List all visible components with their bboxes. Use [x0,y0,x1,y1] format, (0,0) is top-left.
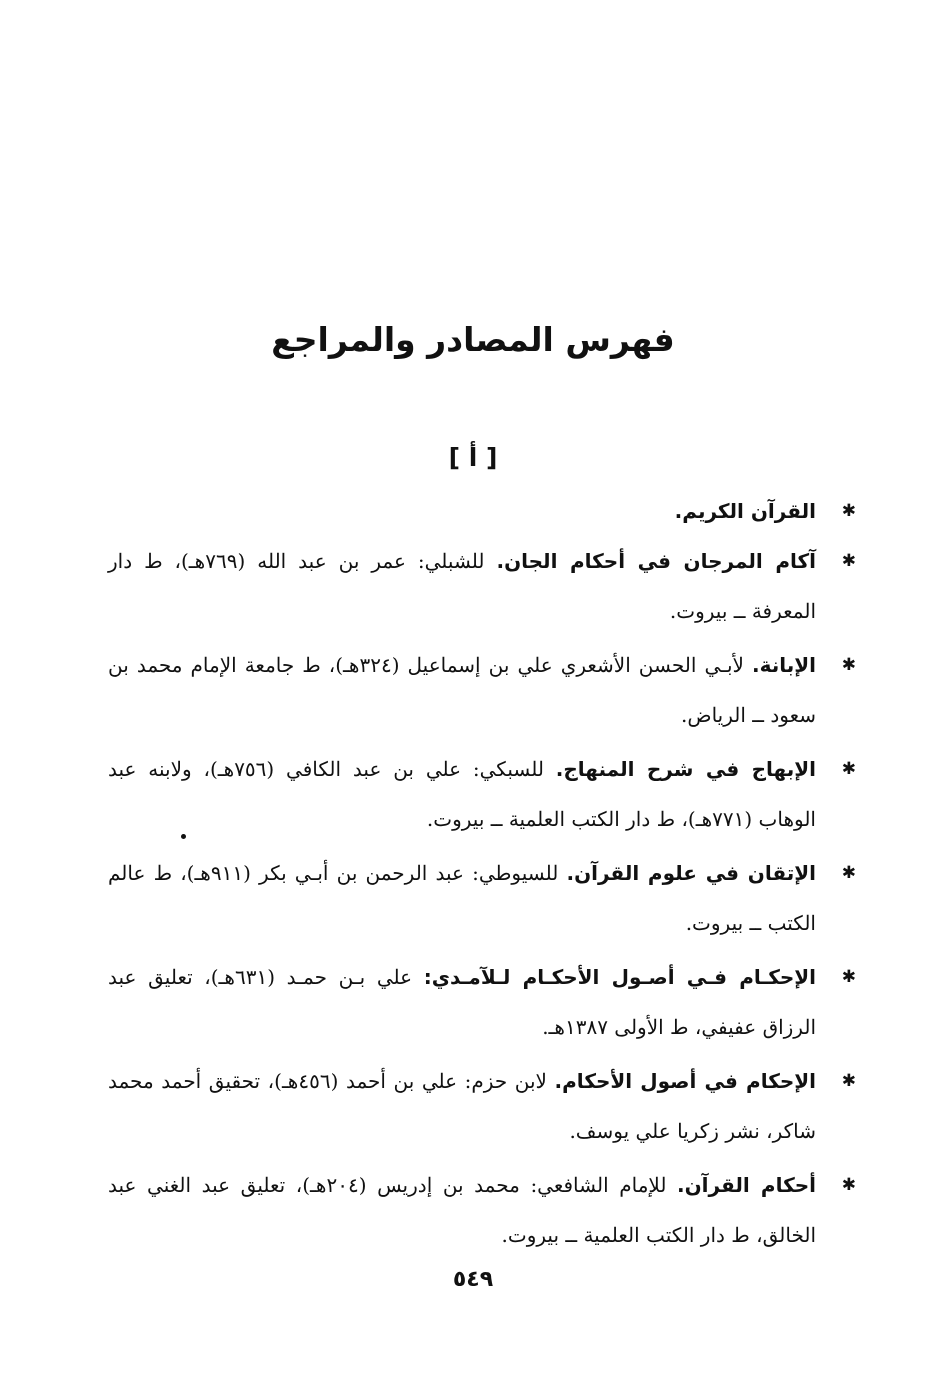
entry-details: لأبـي الحسن الأشعري علي بن إسماعيل (٣٢٤هـ)، ط جامعة الإمام محمد بن سعود ــ الرياض. [108,653,816,727]
asterisk-bullet-icon: ✱ [841,1071,856,1091]
entry-title: آكام المرجان في أحكام الجان. [496,549,816,573]
asterisk-bullet-icon: ✱ [841,967,856,987]
bibliography-entry [108,1056,860,1156]
asterisk-bullet-icon: ✱ [841,863,856,883]
entry-title: القرآن الكريم. [674,499,816,523]
bibliography-entry [108,1160,860,1260]
print-speck [181,834,186,839]
bibliography-entry [108,640,860,740]
entry-details: للسبكي: علي بن عبد الكافي (٧٥٦هـ)، ولابنه عبد الوهاب (٧٧١هـ)، ط دار الكتب العلمية ــ بيروت. [108,757,816,831]
entry-title: الإتقان في علوم القرآن. [566,861,816,885]
entry-details: للسيوطي: عبد الرحمن بن أبـي بكر (٩١١هـ)، ط عالم الكتب ــ بيروت. [108,861,816,935]
bibliography-entry [108,536,860,636]
bibliography-entry [108,486,860,536]
entry-title: الإحكـام فـي أصـول الأحكـام لـلآمـدي: [423,965,816,989]
asterisk-bullet-icon: ✱ [841,1175,856,1195]
entry-details: علي بـن حمـد (٦٣١هـ)، تعليق عبد الرزاق عفيفي، ط الأولى ١٣٨٧هـ. [108,965,816,1039]
bibliography-list [108,486,860,1264]
asterisk-bullet-icon: ✱ [841,501,856,521]
entry-details: للشبلي: عمر بن عبد الله (٧٦٩هـ)، ط دار المعرفة ــ بيروت. [108,549,816,623]
asterisk-bullet-icon: ✱ [841,551,856,571]
entry-title: الإبهاج في شرح المنهاج. [555,757,816,781]
asterisk-bullet-icon: ✱ [841,655,856,675]
bibliography-entry [108,952,860,1052]
entry-details: لابن حزم: علي بن أحمد (٤٥٦هـ)، تحقيق أحمد محمد شاكر، نشر زكريا علي يوسف. [108,1069,816,1143]
entry-title: الإبانة. [751,653,816,677]
asterisk-bullet-icon: ✱ [841,759,856,779]
bibliography-entry [108,848,860,948]
entry-details: للإمام الشافعي: محمد بن إدريس (٢٠٤هـ)، تعليق عبد الغني عبد الخالق، ط دار الكتب العلمية ــ بيروت. [108,1173,816,1247]
page-title: فهرس المصادر والمراجع [271,320,675,359]
bibliography-entry [108,744,860,844]
entry-title: الإحكام في أصول الأحكام. [554,1069,816,1093]
entry-title: أحكام القرآن. [677,1173,816,1197]
page-number: ٥٤٩ [452,1267,494,1292]
section-letter-heading: [ أ ] [448,443,498,472]
